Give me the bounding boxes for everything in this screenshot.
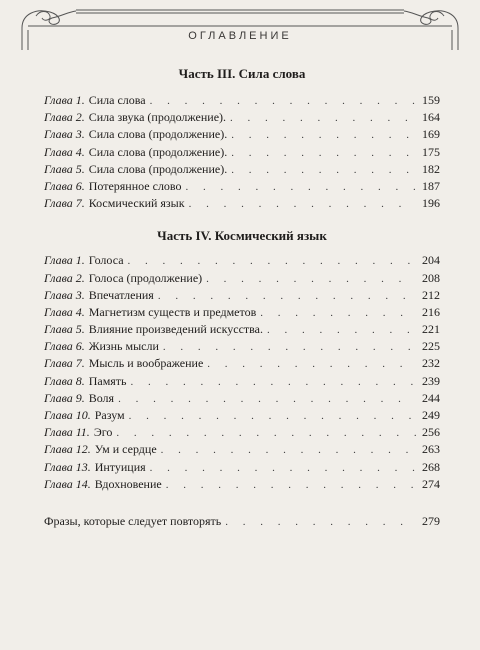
leader-dots (150, 460, 416, 477)
chapter-label: Глава 5. (44, 161, 85, 176)
chapter-label: Глава 11. (44, 425, 90, 440)
page-number: 225 (422, 339, 440, 354)
chapter-label: Глава 9. (44, 390, 85, 405)
chapter-title: Влияние произведений искусства. (88, 322, 263, 337)
leader-dots (225, 514, 416, 531)
page-number: 244 (422, 390, 440, 405)
page-number: 249 (422, 408, 440, 422)
chapter-label: Глава 4. (44, 304, 85, 319)
leader-dots (131, 374, 416, 391)
chapter-title: Ум и сердце (94, 442, 157, 457)
page-number: 212 (422, 287, 440, 302)
chapter-title: Голоса (продолжение) (88, 270, 203, 285)
page-number: 256 (422, 425, 440, 440)
chapter-title: Сила слова (продолжение). (88, 127, 228, 142)
chapter-label: Глава 2. (44, 110, 85, 125)
page-number: 182 (422, 161, 440, 176)
toc-entry (44, 126, 440, 143)
section-title: Часть III. Сила слова (178, 66, 306, 81)
chapter-label: Глава 8. (44, 373, 85, 388)
toc-entry (44, 287, 440, 304)
toc-entry (44, 270, 440, 287)
page-number: 164 (422, 110, 440, 125)
page-number: 196 (422, 196, 440, 211)
toc-entry (44, 252, 440, 269)
leader-dots (267, 322, 416, 339)
toc-entry (44, 355, 440, 372)
leader-dots (163, 339, 416, 356)
toc-entry (44, 144, 440, 161)
chapter-label: Глава 12. (44, 442, 91, 457)
leader-dots (231, 127, 416, 144)
header-ornament (16, 6, 464, 50)
section-title: Часть IV. Космический язык (157, 228, 327, 244)
page-number: 274 (422, 476, 440, 491)
chapter-label: Глава 14. (44, 476, 91, 491)
leader-dots (186, 179, 416, 196)
chapter-label: Глава 7. (44, 356, 85, 371)
toc-entry (44, 92, 440, 109)
page-number: 268 (422, 459, 440, 474)
chapter-title: Сила слова (продолжение). (88, 161, 228, 176)
chapter-label: Глава 13. (44, 459, 91, 474)
toc-entry (44, 338, 440, 355)
leader-dots (118, 391, 416, 408)
leader-dots (158, 288, 416, 305)
page-number: 187 (422, 178, 440, 193)
chapter-label: Глава 7. (44, 196, 85, 211)
final-entry-title: Фразы, которые следует повторять (44, 513, 222, 528)
chapter-label: Глава 3. (44, 127, 85, 142)
chapter-label: Глава 4. (44, 144, 85, 159)
chapter-label: Глава 1. (44, 93, 85, 107)
leader-dots (128, 253, 416, 270)
toc-entry (44, 459, 440, 476)
chapter-title: Мысль и воображение (88, 356, 204, 371)
chapter-title: Эго (93, 425, 113, 440)
toc-entry (44, 373, 440, 390)
chapter-label: Глава 10. (44, 408, 91, 422)
leader-dots (189, 196, 416, 213)
page-number: 263 (422, 442, 440, 457)
header-title: ОГЛАВЛЕНИЕ (188, 30, 292, 42)
chapter-label: Глава 2. (44, 270, 85, 285)
toc-entry (44, 390, 440, 407)
leader-dots (231, 145, 416, 162)
chapter-title: Сила слова (продолжение). (88, 144, 228, 159)
leader-dots (260, 305, 416, 322)
section-part-4 (44, 226, 440, 493)
page-number: 159 (422, 93, 440, 107)
chapter-title: Магнетизм существ и предметов (88, 304, 257, 319)
chapter-label: Глава 5. (44, 322, 85, 337)
page-number: 232 (422, 356, 440, 371)
toc-entry (44, 441, 440, 458)
toc-entry (44, 321, 440, 338)
leader-dots (116, 425, 416, 442)
chapter-title: Воля (88, 390, 115, 405)
page-number: 208 (422, 270, 440, 285)
chapter-title: Память (88, 373, 127, 388)
toc-entry (44, 195, 440, 212)
chapter-label: Глава 3. (44, 287, 85, 302)
chapter-title: Космический язык (88, 196, 185, 211)
section-entries (44, 252, 440, 493)
leader-dots (206, 271, 416, 288)
toc-content (44, 64, 440, 530)
chapter-title: Сила звука (продолжение). (88, 110, 227, 125)
chapter-title: Впечатления (88, 287, 154, 302)
leader-dots (161, 442, 416, 459)
toc-entry-final (44, 513, 440, 530)
chapter-title: Жизнь мысли (88, 339, 159, 354)
chapter-title: Вдохновение (94, 476, 162, 491)
chapter-label: Глава 6. (44, 178, 85, 193)
ornament-border-icon (16, 6, 464, 50)
page-number: 169 (422, 127, 440, 142)
chapter-title: Голоса (88, 253, 124, 268)
chapter-label: Глава 1. (44, 253, 85, 268)
toc-entry (44, 407, 440, 424)
page-number: 216 (422, 304, 440, 319)
page-number: 221 (422, 322, 440, 337)
page-number: 175 (422, 144, 440, 159)
page-number: 279 (422, 513, 440, 528)
leader-dots (129, 408, 416, 425)
toc-entry (44, 178, 440, 195)
toc-entry (44, 161, 440, 178)
leader-dots (166, 477, 416, 494)
toc-entry (44, 109, 440, 126)
leader-dots (150, 93, 416, 110)
toc-entry (44, 476, 440, 493)
section-entries (44, 92, 440, 212)
chapter-title: Сила слова (88, 93, 146, 107)
chapter-title: Интуиция (94, 459, 146, 474)
toc-entry (44, 304, 440, 321)
toc-entry (44, 424, 440, 441)
chapter-label: Глава 6. (44, 339, 85, 354)
section-part-3 (44, 64, 440, 212)
page-number: 204 (422, 253, 440, 268)
chapter-title: Разум (94, 408, 125, 422)
page-number: 239 (422, 373, 440, 388)
leader-dots (230, 110, 416, 127)
chapter-title: Потерянное слово (88, 178, 182, 193)
leader-dots (231, 162, 416, 179)
leader-dots (207, 356, 416, 373)
